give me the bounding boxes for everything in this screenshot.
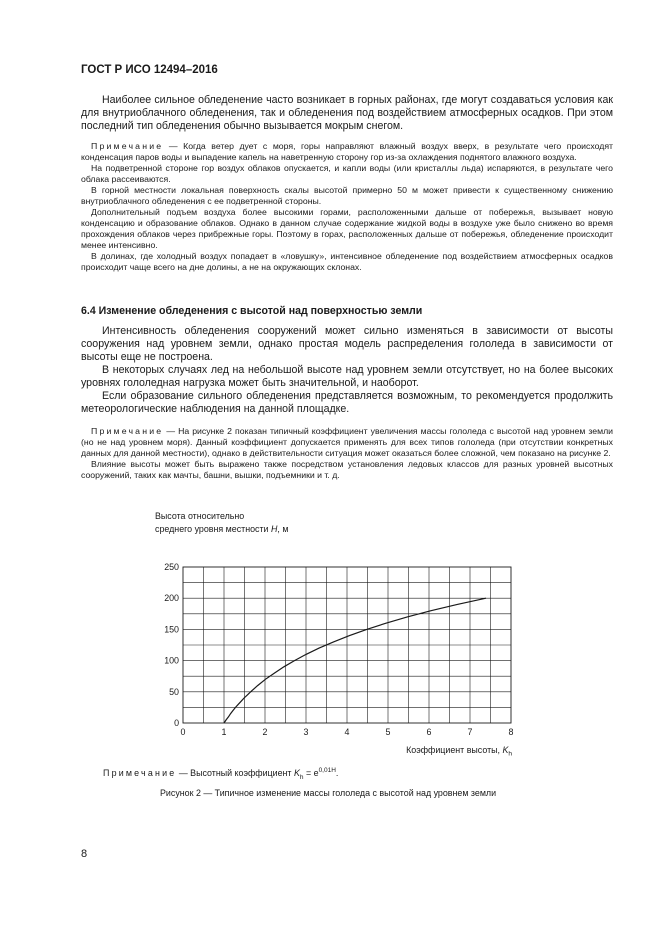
note-text: — Высотный коэффициент <box>176 767 294 778</box>
note-paragraph <box>81 426 613 459</box>
x-tick-label: 7 <box>467 727 473 737</box>
note-formula <box>103 767 338 781</box>
document-header: ГОСТ Р ИСО 12494–2016 <box>81 64 218 76</box>
paragraph-text: Интенсивность обледенения сооружений может сильно изменяться в зависимости от высоты сооружения над уровнем земли, однако простая модель распределения гололеда в зависимости от высоты еще не построена. <box>81 325 613 363</box>
note-paragraph: Влияние высоты может быть выражено также посредством установления ледовых классов для разных уровней высотных сооружений, таких как мачты, башни, вышки, подъемники и т. д. <box>81 459 613 480</box>
note-paragraph: В долинах, где холодный воздух попадает в «ловушку», интенсивное обледенение под воздействием атмосферных осадков происходит чаще всего на дне долины, а не на окружающих склонах. <box>81 251 613 272</box>
note-text: — Когда ветер дует с моря, горы направляют влажный воздух вверх, в результате чего происходят конденсация паров воды и выпадение капель на наветренную сторону гор из-за охлаждения поднятого влажного воздуха. <box>81 141 613 162</box>
y-tick-labels <box>164 562 179 728</box>
note-paragraph: Дополнительный подъем воздуха более высокими горами, расположенными дальше от побережья, вызывает новую конденсацию и образование облаков. Однако в данном случае содержание жидкой воды в воздухе уже было снижено во время прохождения облаков через прибрежные горы. Поэтому в горах, расположенных дальше от побережья, обледенение происходит менее интенсивно. <box>81 207 613 250</box>
x-tick-label: 4 <box>344 727 350 737</box>
note-height-factor <box>81 426 613 481</box>
note-mountains <box>81 141 613 273</box>
note-label: Примечание <box>103 767 177 778</box>
note-paragraph: На подветренной стороне гор воздух облаков опускается, и капли воды (или кристаллы льда) испаряются, в результате чего облака рассеиваются. <box>81 163 613 184</box>
y-tick-label: 0 <box>174 718 179 728</box>
note-label: Примечание <box>91 141 164 151</box>
formula-subscript: h <box>299 773 304 781</box>
page-number: 8 <box>81 848 88 860</box>
figure-caption: Рисунок 2 — Типичное изменение массы гололеда с высотой над уровнем земли <box>160 788 497 798</box>
note-paragraph: В горной местности локальная поверхность скалы высотой примерно 50 м может привести к существенному снижению внутриоблачного обледенения с ее подветренной стороны. <box>81 185 613 206</box>
x-tick-label: 1 <box>221 727 227 737</box>
paragraph-text: Наиболее сильное обледенение часто возникает в горных районах, где могут создаваться условия как для внутриоблачного обледенения, так и обледенения под воздействием атмосферных осадков. При этом последний тип обледенения обычно вызывается мокрым снегом. <box>81 94 613 132</box>
formula-variable: K <box>293 767 300 778</box>
y-tick-label: 150 <box>164 624 179 635</box>
formula-equals: = e <box>303 767 319 778</box>
y-tick-label: 200 <box>164 593 179 604</box>
y-axis-label-line1: Высота относительно <box>155 511 245 521</box>
paragraph-text: Если образование сильного обледенения представляется возможным, то рекомендуется продолжить метеорологические наблюдения на данной площадке. <box>81 390 613 415</box>
x-tick-label: 2 <box>262 727 268 737</box>
x-tick-label: 5 <box>385 727 391 737</box>
note-text: — На рисунке 2 показан типичный коэффициент увеличения массы гололеда с высотой над уровнем земли (но не над уровнем моря). Данный коэффициент допускается применять для всех типов гололеда (при отсутствии конкретных данных для данной местности), однако в действительности ситуация может оказаться более сложной, чем показано на рисунке 2. <box>81 426 613 458</box>
y-tick-label: 100 <box>164 655 179 666</box>
x-tick-labels <box>181 727 514 737</box>
y-tick-label: 250 <box>164 562 179 572</box>
x-tick-label: 3 <box>303 727 309 737</box>
x-axis-label: Коэффициент высоты, $K_h$ <box>406 745 512 758</box>
formula-end: . <box>335 767 339 778</box>
x-tick-label: 6 <box>426 727 432 737</box>
paragraph-text: В некоторых случаях лед на небольшой высоте над уровнем земли отсутствует, но на более высоких уровнях гололедная нагрузка может быть значительной, и наоборот. <box>81 364 613 389</box>
section-body <box>81 325 613 416</box>
y-axis-label-line2: среднего уровня местности H, м <box>155 524 289 534</box>
y-tick-label: 50 <box>169 686 179 697</box>
formula-exponent: 0,01H <box>318 767 336 774</box>
section-title: 6.4 Изменение обледенения с высотой над поверхностью земли <box>81 305 423 317</box>
paragraph-mountain-icing <box>81 94 613 133</box>
note-paragraph <box>81 141 613 163</box>
chart-grid <box>183 567 511 723</box>
note-label: Примечание <box>91 426 164 436</box>
x-tick-label: 8 <box>508 727 514 737</box>
height-coefficient-chart <box>150 505 550 760</box>
x-tick-label: 0 <box>180 727 186 737</box>
